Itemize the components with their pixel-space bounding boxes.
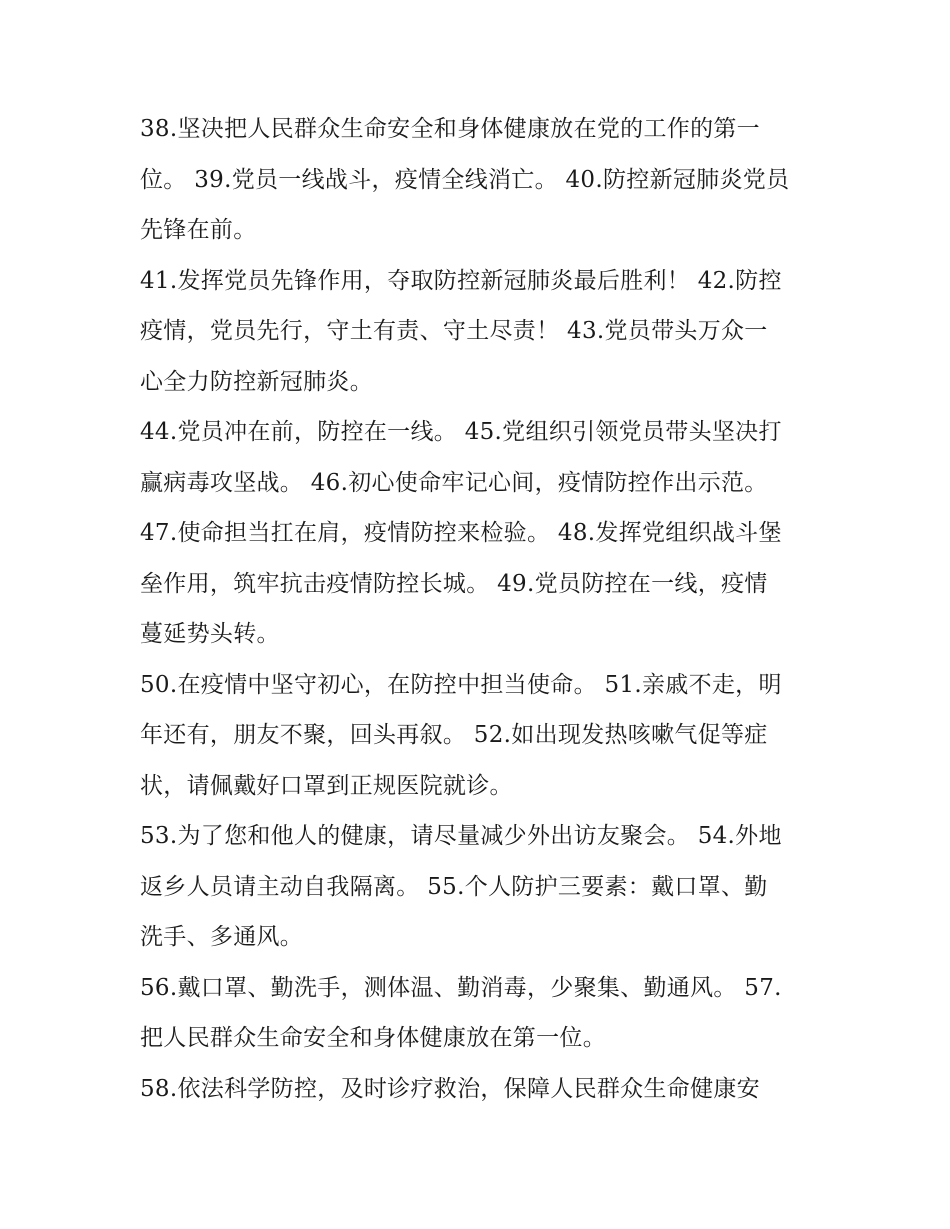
paragraph-slogans-44-46: 44.党员冲在前，防控在一线。 45.党组织引领党员带头坚决打 赢病毒攻坚战。 46.初心使命牢记心间，疫情防控作出示范。 bbox=[140, 419, 782, 496]
paragraph-slogans-56-57: 56.戴口罩、勤洗手，测体温、勤消毒，少聚集、勤通风。 57. 把人民群众生命安全和身体健康放在第一位。 bbox=[140, 974, 782, 1051]
paragraph-slogans-38-40: 38.坚决把人民群众生命安全和身体健康放在党的工作的第一 位。 39.党员一线战斗，疫情全线消亡。 40.防控新冠肺炎党员 先锋在前。 bbox=[140, 116, 790, 243]
paragraph-slogan-58: 58.依法科学防控，及时诊疗救治，保障人民群众生命健康安 bbox=[140, 1075, 760, 1102]
paragraph-slogans-50-52: 50.在疫情中坚守初心，在防控中担当使命。 51.亲戚不走，明 年还有，朋友不聚，回头再叙。 52.如出现发热咳嗽气促等症 状，请佩戴好口罩到正规医院就诊。 bbox=[140, 671, 782, 799]
paragraph-slogans-53-55: 53.为了您和他人的健康，请尽量减少外出访友聚会。 54.外地 返乡人员请主动自我隔离。 55.个人防护三要素：戴口罩、勤 洗手、多通风。 bbox=[140, 823, 782, 950]
document-body bbox=[140, 104, 810, 1114]
paragraph-slogans-41-43: 41.发挥党员先锋作用，夺取防控新冠肺炎最后胜利！ 42.防控 疫情，党员先行，守土有责、守土尽责！ 43.党员带头万众一 心全力防控新冠肺炎。 bbox=[140, 267, 782, 395]
paragraph-slogans-47-49: 47.使命担当扛在肩，疫情防控来检验。 48.发挥党组织战斗堡 垒作用，筑牢抗击疫情防控长城。 49.党员防控在一线，疫情 蔓延势头转。 bbox=[140, 520, 782, 647]
